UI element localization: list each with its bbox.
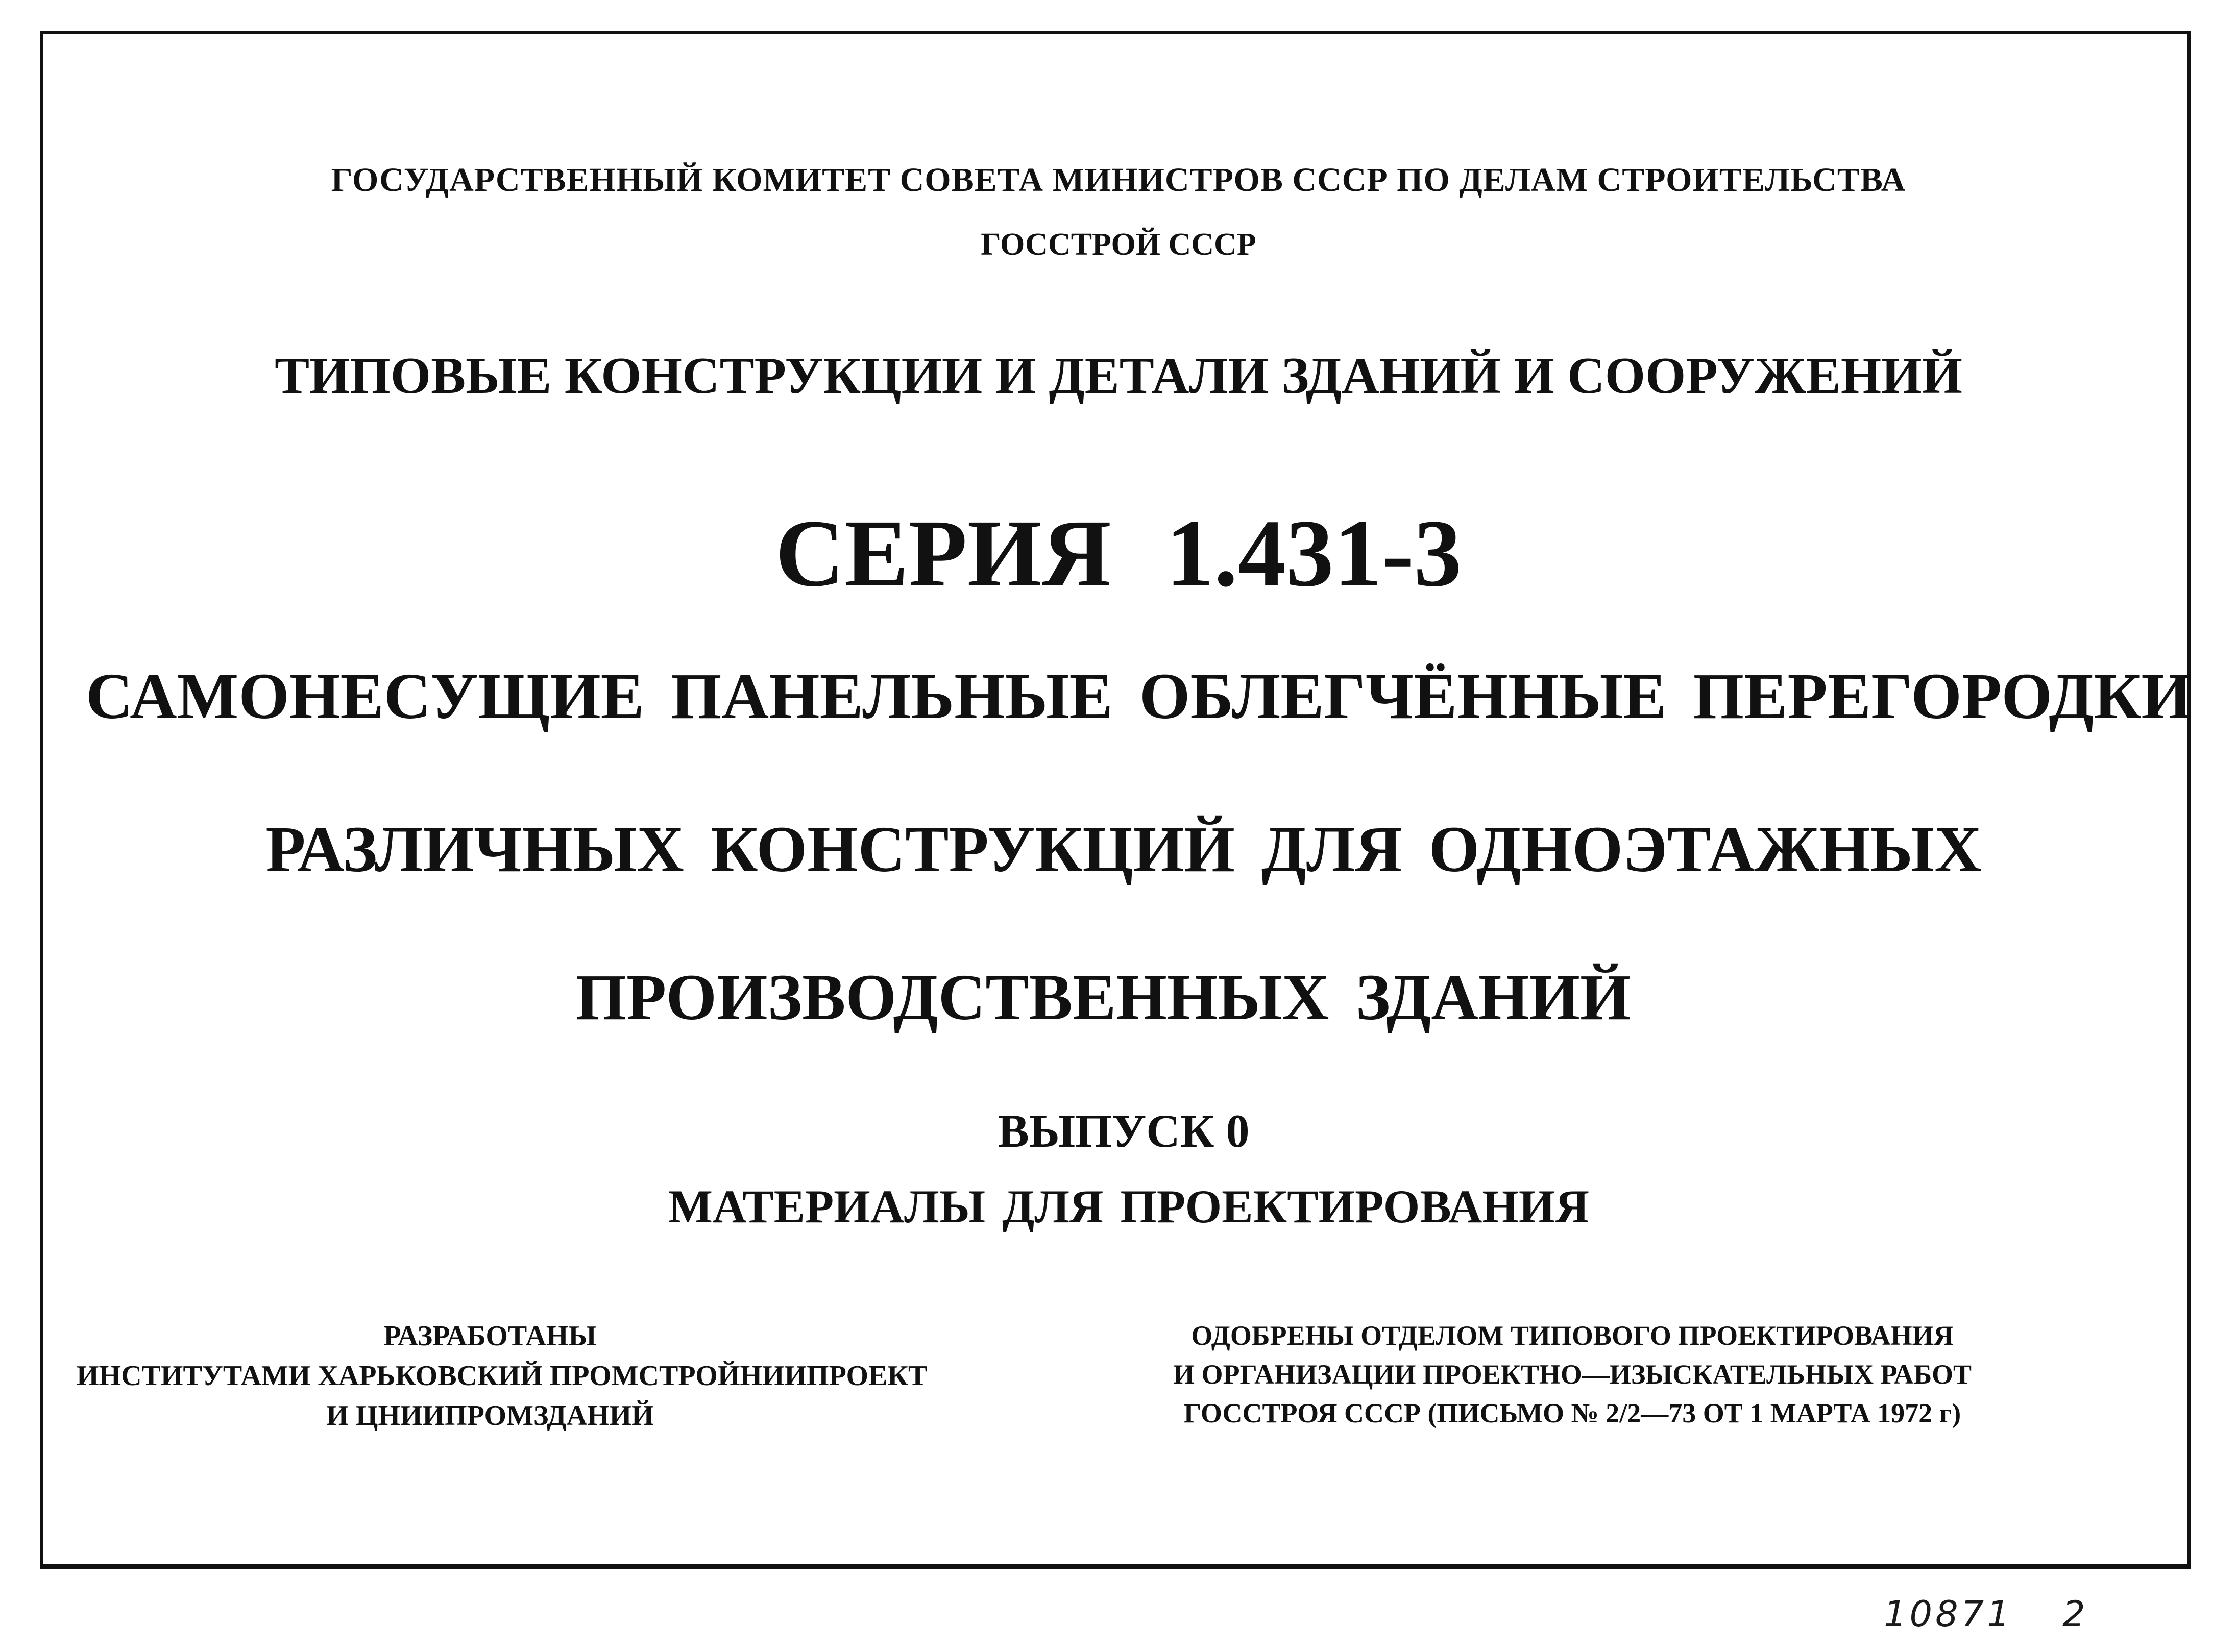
- developed-by-block: [77, 1320, 928, 1432]
- developed-line-3: И ЦНИИПРОМЗДАНИЙ: [326, 1400, 654, 1432]
- committee-heading: ГОСУДАРСТВЕННЫЙ КОМИТЕТ СОВЕТА МИНИСТРОВ СССР ПО ДЕЛАМ СТРОИТЕЛЬСТВА: [331, 161, 1906, 199]
- subtitle: МАТЕРИАЛЫ ДЛЯ ПРОЕКТИРОВАНИЯ: [668, 1180, 1589, 1232]
- developed-line-2: ИНСТИТУТАМИ ХАРЬКОВСКИЙ ПРОМСТРОЙНИИПРОЕКТ: [77, 1360, 928, 1392]
- handwritten-document-number: 10871: [1884, 1593, 2013, 1635]
- title-line-3: ПРОИЗВОДСТВЕННЫХ ЗДАНИЙ: [575, 961, 1631, 1033]
- approved-line-3: ГОССТРОЯ СССР (ПИСЬМО № 2/2—73 ОТ 1 МАРТА 1972 г): [1183, 1398, 1961, 1428]
- approved-line-2: И ОРГАНИЗАЦИИ ПРОЕКТНО—ИЗЫСКАТЕЛЬНЫХ РАБОТ: [1173, 1359, 1972, 1390]
- approved-by-block: [1108, 1322, 2037, 1427]
- title-line-2: РАЗЛИЧНЫХ КОНСТРУКЦИЙ ДЛЯ ОДНОЭТАЖНЫХ: [265, 813, 1982, 885]
- issue-number: ВЫПУСК 0: [998, 1105, 1250, 1157]
- gosstroy-heading: ГОССТРОЙ СССР: [981, 227, 1256, 262]
- developed-line-1: РАЗРАБОТАНЫ: [383, 1320, 597, 1352]
- approved-line-1: ОДОБРЕНЫ ОТДЕЛОМ ТИПОВОГО ПРОЕКТИРОВАНИЯ: [1191, 1320, 1954, 1351]
- series-title: СЕРИЯ 1.431-3: [775, 500, 1462, 606]
- handwritten-page-number: 2: [2062, 1593, 2085, 1635]
- typical-structures-heading: ТИПОВЫЕ КОНСТРУКЦИИ И ДЕТАЛИ ЗДАНИЙ И СООРУЖЕНИЙ: [275, 347, 1962, 405]
- title-line-1: САМОНЕСУЩИЕ ПАНЕЛЬНЫЕ ОБЛЕГЧЁННЫЕ ПЕРЕГОРОДКИ: [86, 660, 2192, 732]
